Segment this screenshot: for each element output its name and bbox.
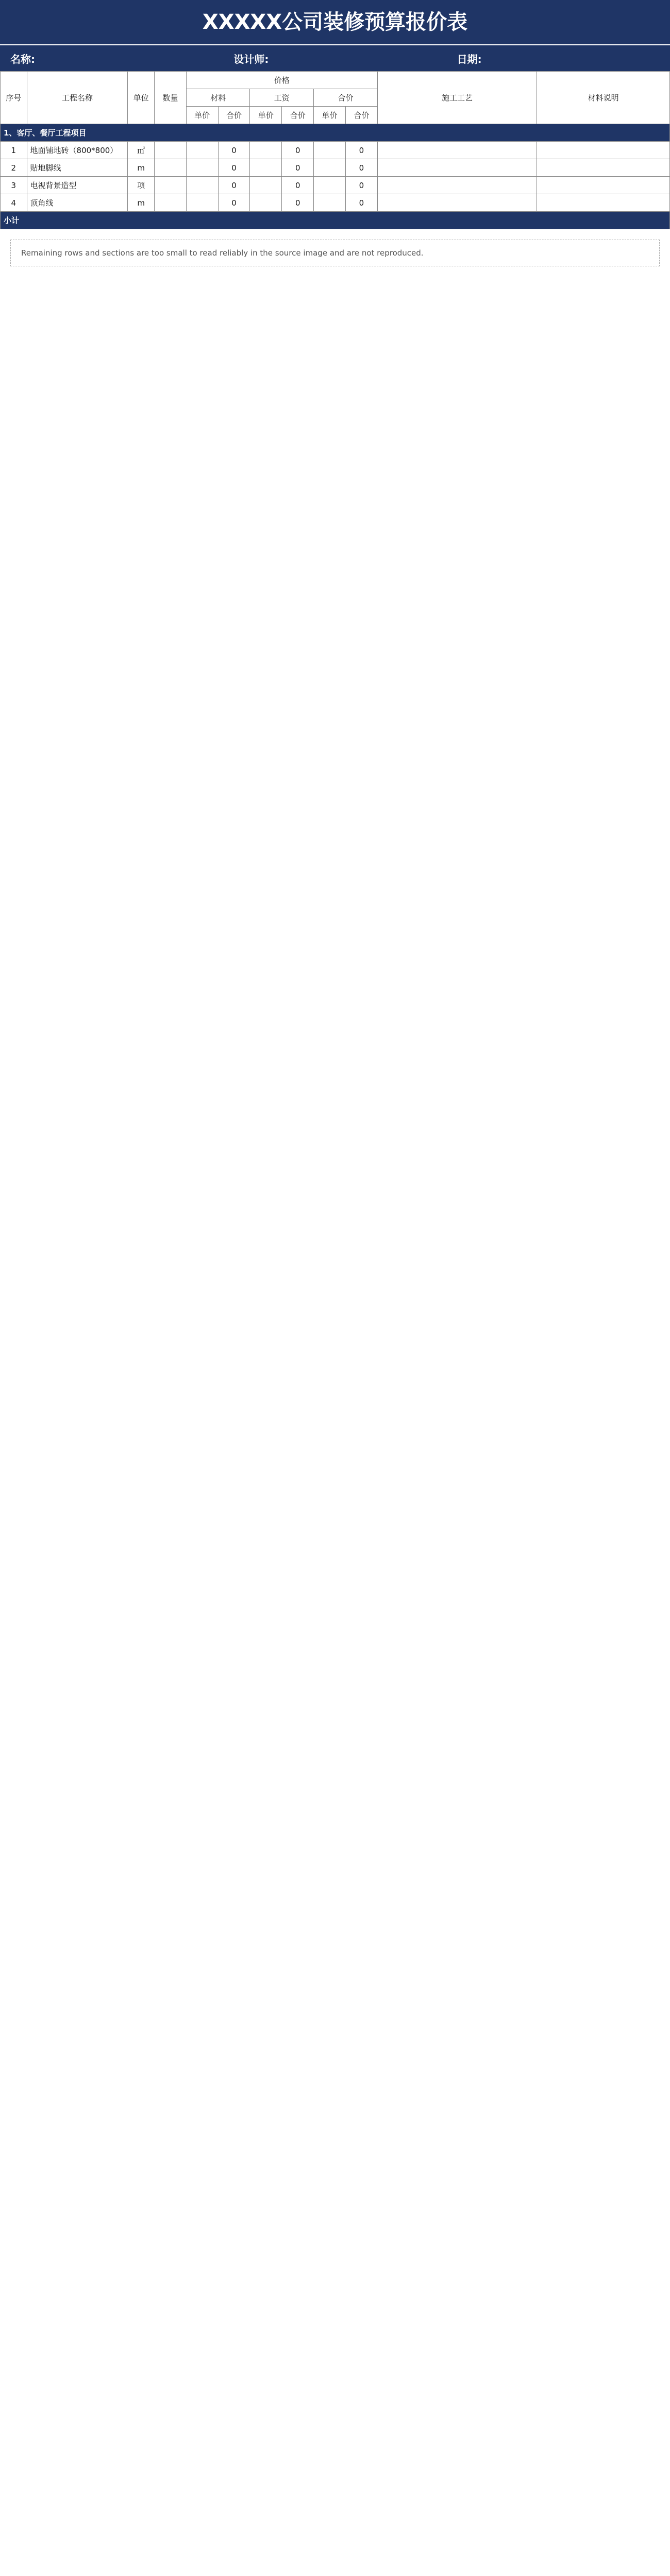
- col-labor-total: 合价: [282, 107, 314, 124]
- page-title: XXXXX公司装修预算报价表: [0, 0, 670, 44]
- cell-q: [154, 194, 186, 212]
- cell-tu: [314, 159, 346, 177]
- cell-name: 贴地脚线: [27, 159, 128, 177]
- date-label: 日期:: [457, 53, 482, 65]
- cell-unit: m: [128, 159, 155, 177]
- cell-material-desc: [537, 159, 670, 177]
- cell-lt: 0: [282, 159, 314, 177]
- table-row: [1, 142, 670, 159]
- cell-mt: 0: [218, 159, 250, 177]
- cell-q: [154, 142, 186, 159]
- cell-lt: 0: [282, 177, 314, 194]
- cell-process: [377, 194, 537, 212]
- cell-material-desc: [537, 177, 670, 194]
- col-total-total: 合价: [345, 107, 377, 124]
- omitted-note: Remaining rows and sections are too small to read reliably in the source image and are not reproduced.: [10, 240, 660, 266]
- cell-lt: 0: [282, 194, 314, 212]
- cell-tu: [314, 194, 346, 212]
- cell-name: 地面铺地砖（800*800）: [27, 142, 128, 159]
- cell-material-desc: [537, 194, 670, 212]
- col-price-group: 价格: [186, 72, 377, 89]
- name-label: 名称:: [10, 53, 35, 65]
- cell-lu: [250, 142, 282, 159]
- col-quantity: 数量: [154, 72, 186, 124]
- table-row: [1, 194, 670, 212]
- col-process: 施工工艺: [377, 72, 537, 124]
- cell-mu: [186, 159, 218, 177]
- cell-unit: ㎡: [128, 142, 155, 159]
- cell-mt: 0: [218, 142, 250, 159]
- cell-lt: 0: [282, 142, 314, 159]
- col-unit: 单位: [128, 72, 155, 124]
- cell-unit: m: [128, 194, 155, 212]
- cell-name: 顶角线: [27, 194, 128, 212]
- col-material-unit-price: 单价: [186, 107, 218, 124]
- section-heading: 1、客厅、餐厅工程项目: [1, 124, 670, 142]
- cell-idx: 4: [1, 194, 27, 212]
- col-index: 序号: [1, 72, 27, 124]
- quotation-sheet: [0, 0, 670, 266]
- cell-q: [154, 177, 186, 194]
- cell-tu: [314, 142, 346, 159]
- cell-tu: [314, 177, 346, 194]
- cell-idx: 1: [1, 142, 27, 159]
- section-heading-row: [1, 124, 670, 142]
- cell-mu: [186, 177, 218, 194]
- cell-mt: 0: [218, 177, 250, 194]
- col-project: 工程名称: [27, 72, 128, 124]
- cell-tt: 0: [345, 194, 377, 212]
- table-row: [1, 159, 670, 177]
- cell-lu: [250, 194, 282, 212]
- cell-mt: 0: [218, 194, 250, 212]
- col-labor-unit-price: 单价: [250, 107, 282, 124]
- cell-material-desc: [537, 142, 670, 159]
- cell-tt: 0: [345, 177, 377, 194]
- cell-idx: 2: [1, 159, 27, 177]
- cell-name: 电视背景造型: [27, 177, 128, 194]
- cell-process: [377, 142, 537, 159]
- col-total-unit-price: 单价: [314, 107, 346, 124]
- cell-lu: [250, 159, 282, 177]
- cell-q: [154, 159, 186, 177]
- col-material-total: 合价: [218, 107, 250, 124]
- cell-unit: 项: [128, 177, 155, 194]
- col-total: 合价: [314, 89, 378, 107]
- cell-lu: [250, 177, 282, 194]
- col-material-desc: 材料说明: [537, 72, 670, 124]
- col-labor: 工资: [250, 89, 314, 107]
- cell-process: [377, 159, 537, 177]
- meta-band: [0, 44, 670, 71]
- subtotal-row: [1, 212, 670, 229]
- cell-mu: [186, 194, 218, 212]
- col-material: 材料: [186, 89, 250, 107]
- cell-process: [377, 177, 537, 194]
- cell-idx: 3: [1, 177, 27, 194]
- cell-tt: 0: [345, 142, 377, 159]
- quotation-table: [0, 71, 670, 229]
- subtotal-label: 小计: [1, 212, 670, 229]
- cell-tt: 0: [345, 159, 377, 177]
- table-row: [1, 177, 670, 194]
- cell-mu: [186, 142, 218, 159]
- designer-label: 设计师:: [233, 53, 269, 65]
